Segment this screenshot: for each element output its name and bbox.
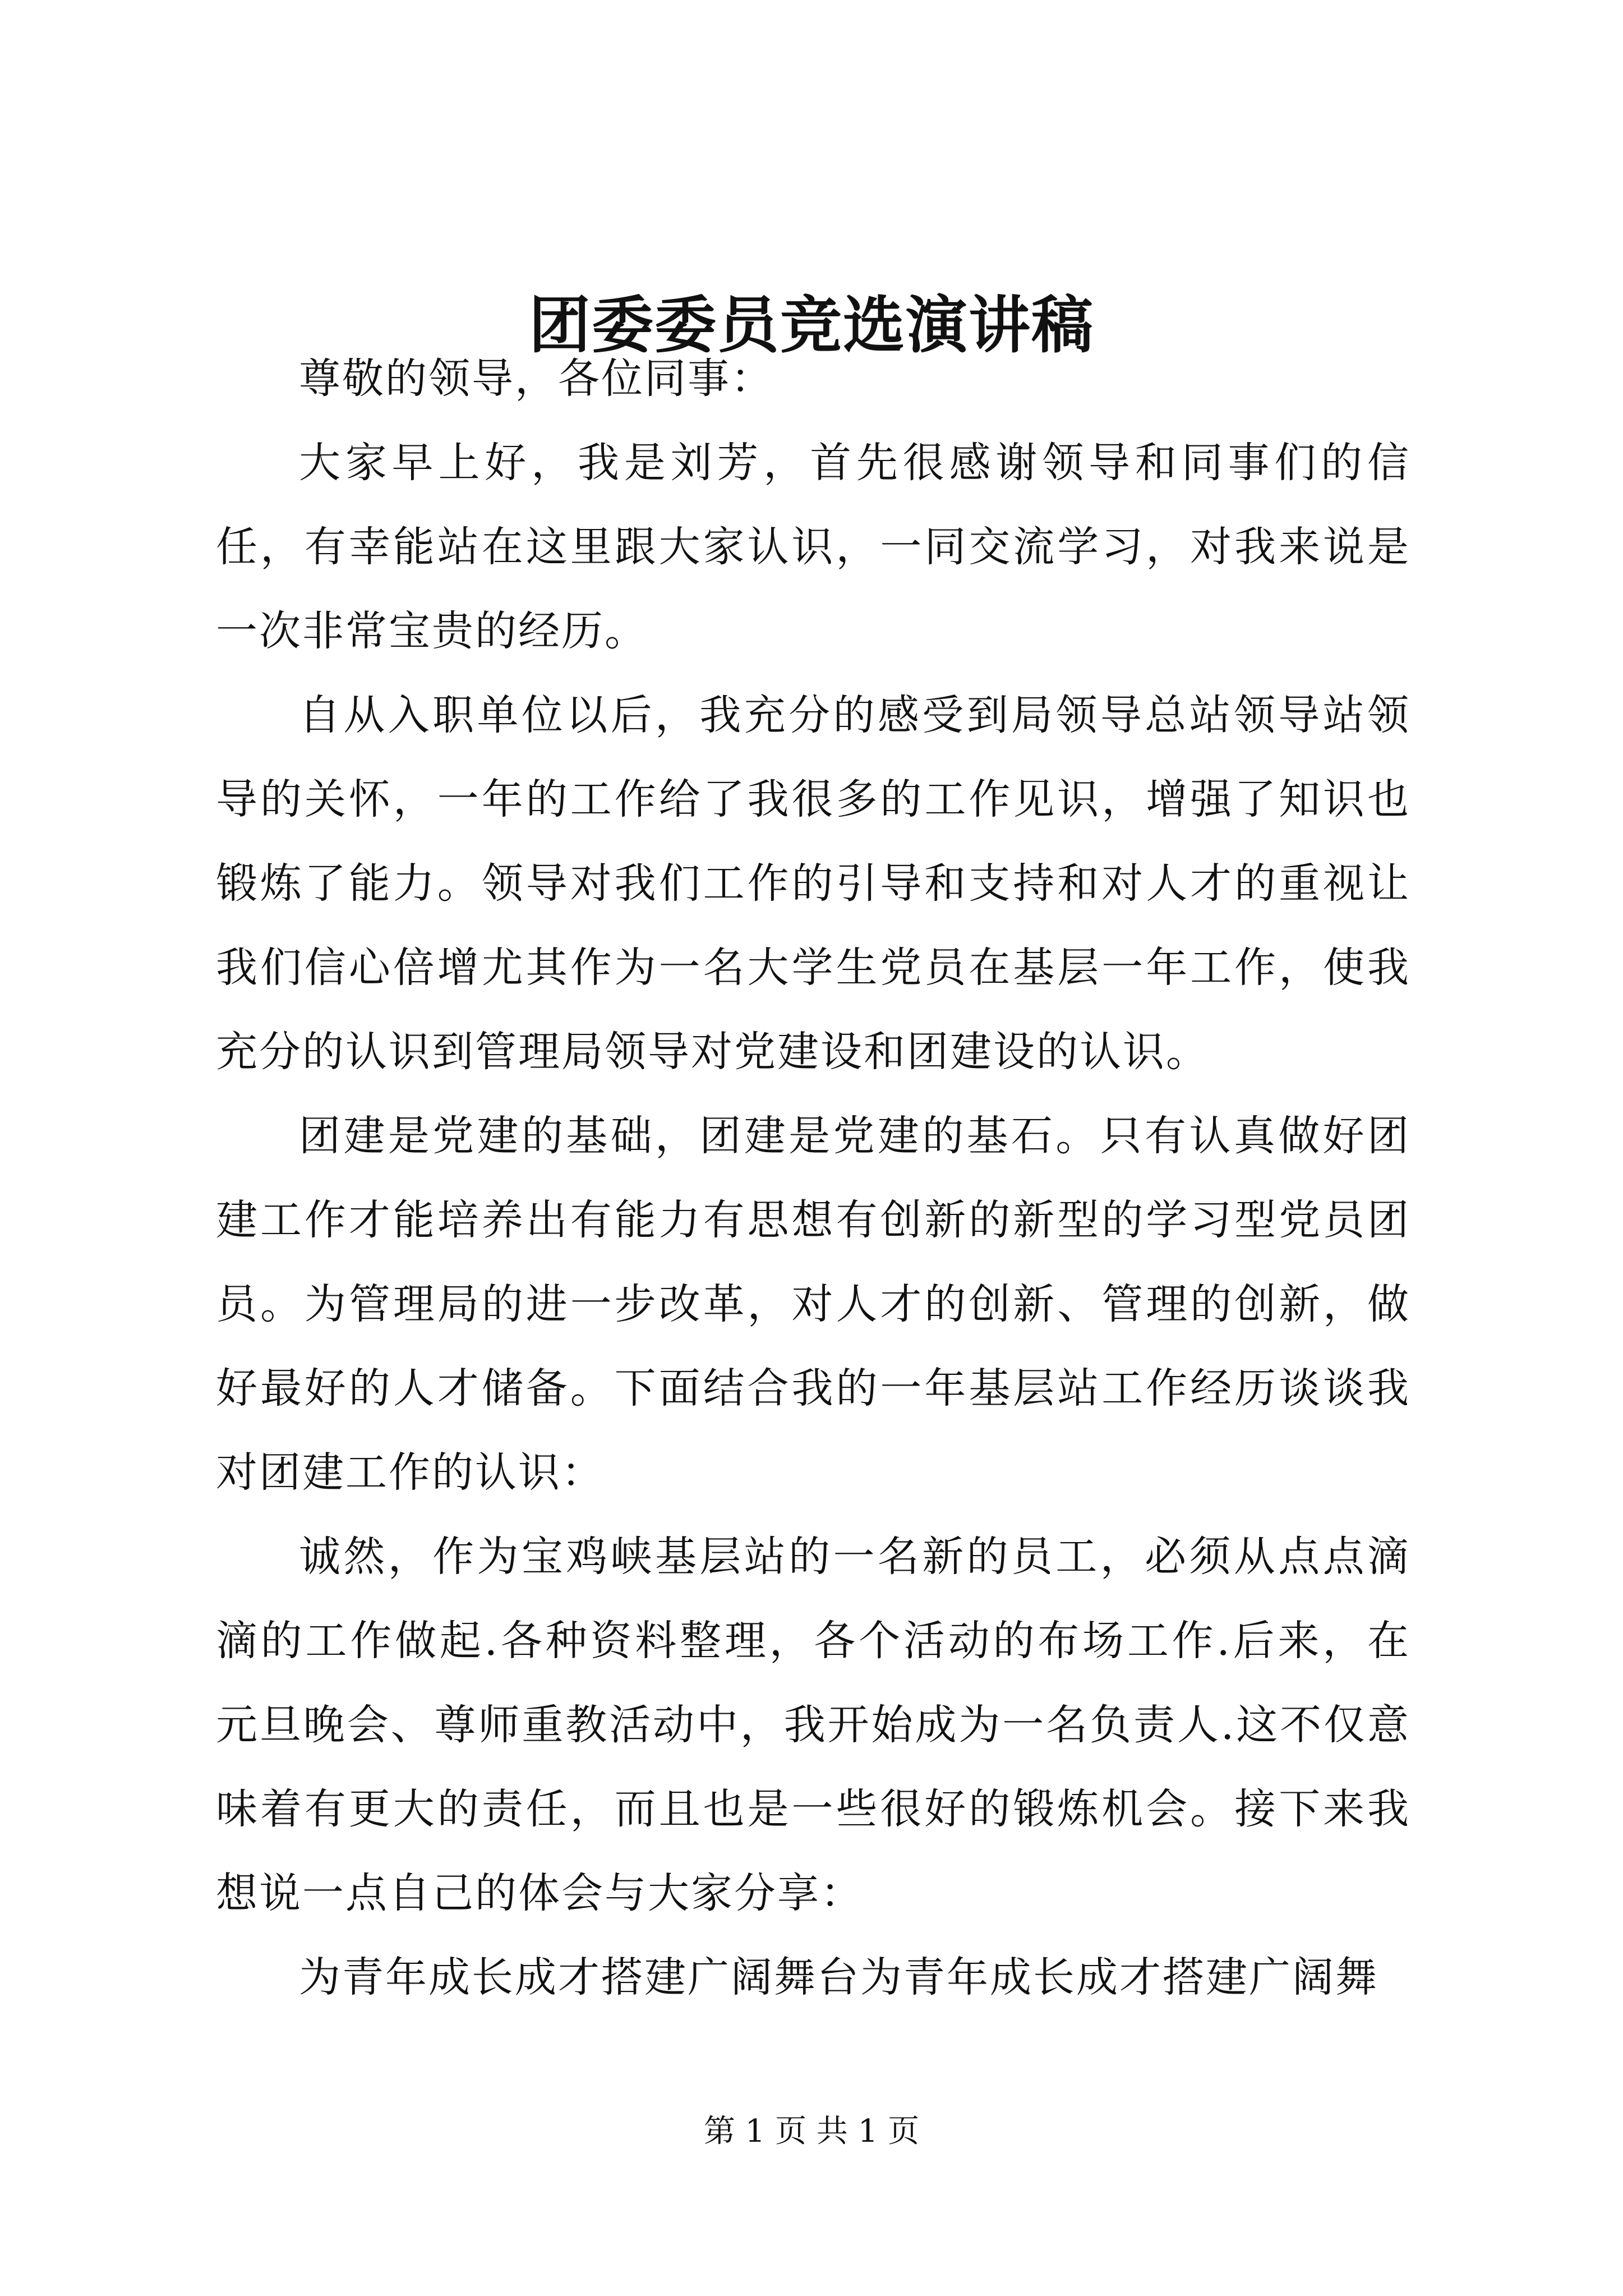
- paragraph-1: 大家早上好，我是刘芳，首先很感谢领导和同事们的信任，有幸能站在这里跟大家认识，一同交流学习，对我来说是一次非常宝贵的经历。: [216, 439, 1410, 655]
- page-footer: 第 1 页 共 1 页: [703, 2113, 920, 2150]
- paragraph-3: 团建是党建的基础，团建是党建的基石。只有认真做好团建工作才能培养出有能力有思想有创新的新型的学习型党员团员。为管理局的进一步改革，对人才的创新、管理的创新，做好最好的人才储备。下面结合我的一年基层站工作经历谈谈我对团建工作的认识：: [216, 1112, 1410, 1497]
- document-body: [216, 337, 1410, 2019]
- paragraph-4: 诚然，作为宝鸡峡基层站的一名新的员工，必须从点点滴滴的工作做起.各种资料整理，各个活动的布场工作.后来，在元旦晚会、尊师重教活动中，我开始成为一名负责人.这不仅意味着有更大的责任，而且也是一些很好的锻炼机会。接下来我想说一点自己的体会与大家分享：: [216, 1533, 1410, 1917]
- document-title: 团委委员竞选演讲稿: [529, 289, 1094, 361]
- paragraph-5: 为青年成长成才搭建广阔舞台为青年成长成才搭建广阔舞: [299, 1953, 1378, 2001]
- paragraph-2: 自从入职单位以后，我充分的感受到局领导总站领导站领导的关怀，一年的工作给了我很多的工作见识，增强了知识也锻炼了能力。领导对我们工作的引导和支持和对人才的重视让我们信心倍增尤其作为一名大学生党员在基层一年工作，使我充分的认识到管理局领导对党建设和团建设的认识。: [216, 691, 1410, 1076]
- paragraph-greeting: 尊敬的领导，各位同事：: [299, 355, 774, 403]
